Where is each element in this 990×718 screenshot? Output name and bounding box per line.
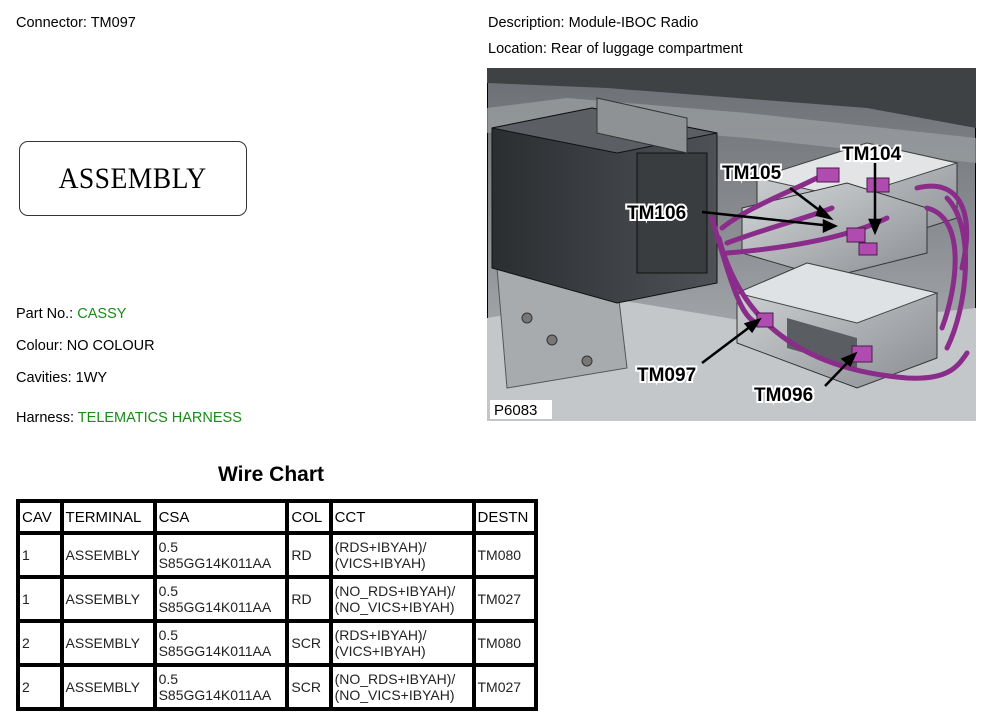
- table-row: [18, 665, 536, 709]
- cell-col: RD: [287, 533, 330, 577]
- cell-cct: (RDS+IBYAH)/ (VICS+IBYAH): [331, 621, 474, 665]
- header-col: COL: [287, 501, 330, 533]
- cell-csa: 0.5 S85GG14K011AA: [155, 665, 288, 709]
- description-label: Description: Module-IBOC Radio: [488, 15, 699, 31]
- table-header-row: [18, 501, 536, 533]
- header-terminal: TERMINAL: [62, 501, 155, 533]
- table-row: [18, 533, 536, 577]
- callout-tm096: TM096: [754, 385, 814, 406]
- cell-destn: TM027: [474, 665, 537, 709]
- cell-destn: TM027: [474, 577, 537, 621]
- cavities-label: Cavities: 1WY: [16, 370, 108, 386]
- cell-terminal: ASSEMBLY: [62, 665, 155, 709]
- connector-location-photo: [487, 68, 976, 421]
- figure-id: P6083: [494, 402, 538, 419]
- cell-terminal: ASSEMBLY: [62, 577, 155, 621]
- harness: [16, 409, 242, 427]
- cell-terminal: ASSEMBLY: [62, 533, 155, 577]
- wire-chart-title: Wire Chart: [218, 463, 324, 486]
- cell-cav: 1: [18, 577, 62, 621]
- table-row: [18, 621, 536, 665]
- cell-col: SCR: [287, 665, 330, 709]
- cell-destn: TM080: [474, 533, 537, 577]
- cell-cct: (RDS+IBYAH)/ (VICS+IBYAH): [331, 533, 474, 577]
- assembly-text: ASSEMBLY: [58, 161, 208, 195]
- cell-col: RD: [287, 577, 330, 621]
- cell-cav: 1: [18, 533, 62, 577]
- callout-tm105: TM105: [722, 163, 782, 184]
- table-row: [18, 577, 536, 621]
- wire-chart-table: [16, 499, 538, 711]
- assembly-box: [19, 141, 247, 216]
- part-number: [16, 305, 126, 323]
- header-cav: CAV: [18, 501, 62, 533]
- cell-csa: 0.5 S85GG14K011AA: [155, 621, 288, 665]
- callout-tm106: TM106: [627, 203, 687, 224]
- header-csa: CSA: [155, 501, 288, 533]
- colour-label: Colour: NO COLOUR: [16, 338, 155, 354]
- header-cct: CCT: [331, 501, 474, 533]
- callout-tm104: TM104: [842, 144, 902, 165]
- cell-destn: TM080: [474, 621, 537, 665]
- location-label: Location: Rear of luggage compartment: [488, 41, 743, 57]
- connector-label: Connector: TM097: [16, 15, 136, 31]
- header-destn: DESTN: [474, 501, 537, 533]
- part-number-value[interactable]: CASSY: [77, 306, 127, 322]
- cell-cct: (NO_RDS+IBYAH)/ (NO_VICS+IBYAH): [331, 665, 474, 709]
- callout-tm097: TM097: [637, 365, 697, 386]
- cell-cav: 2: [18, 665, 62, 709]
- cell-terminal: ASSEMBLY: [62, 621, 155, 665]
- harness-label: Harness:: [16, 410, 78, 426]
- cell-col: SCR: [287, 621, 330, 665]
- cell-cav: 2: [18, 621, 62, 665]
- part-number-label: Part No.:: [16, 306, 78, 322]
- harness-value[interactable]: TELEMATICS HARNESS: [77, 410, 242, 426]
- cell-csa: 0.5 S85GG14K011AA: [155, 577, 288, 621]
- cell-csa: 0.5 S85GG14K011AA: [155, 533, 288, 577]
- cell-cct: (NO_RDS+IBYAH)/ (NO_VICS+IBYAH): [331, 577, 474, 621]
